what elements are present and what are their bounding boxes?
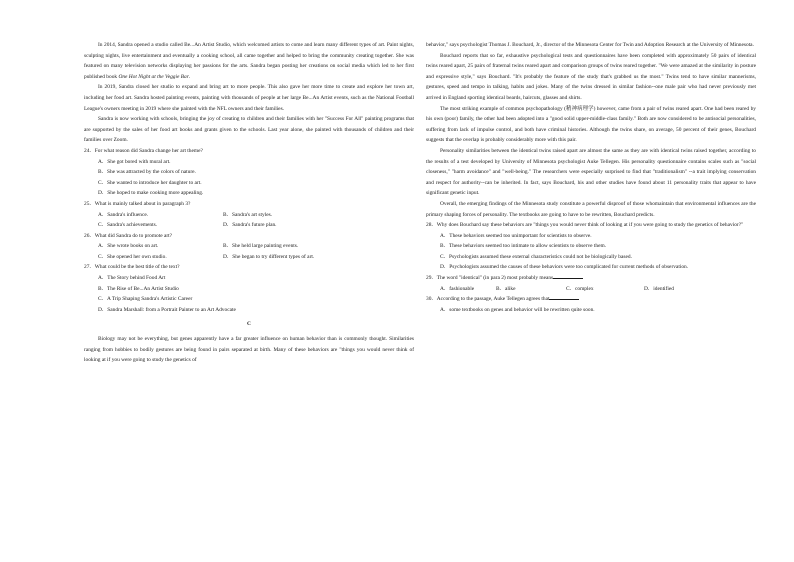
question-24: 24．For what reason did Sandra change her art theme? [84, 147, 203, 154]
passage-paragraph: Biology may not be everything, but genes apparently have a far greater influence on human behavior than is commonly thought. Similarities ranging from hobbies to bodily gestures are being found in pairs separated at birth. Many of these behaviors are "things you would never think of looking at if you were going to study the genetics of [84, 336, 414, 364]
option-25-d: D．Sandra's future plan. [223, 222, 277, 229]
option-26-c: C．She opened her own studio. [98, 253, 167, 260]
option-29-c: C．complex [566, 285, 594, 292]
option-29-b: B．alike [496, 285, 516, 292]
option-25-c: C．Sandra's achievements. [98, 222, 158, 229]
option-27-b: B．The Rise of Be...An Artist Studio [98, 285, 179, 292]
option-26-b: B．She held large painting events. [223, 243, 299, 250]
passage-paragraph: Bouchard reports that so far, exhaustive psychological tests and questionnaires have been completed with approximately 50 pairs of identical twins reared apart, 25 pairs of fraternal twins reared apart and comparison groups of twins reared together. "We were amazed at the similarity in posture and expressive style," says Bouchard. "It's probably the feature of the study that's grabbed us the most." Twins tend to have similar mannerisms, gestures, speed and tempo in talking, habits and jokes. Many of the twins dressed in similar fashion--one male pair who had never previously met arrived in England sporting identical beards, haircuts, glasses and shirts. [426, 52, 756, 101]
option-24-d: D．She hoped to make cooking more appealing. [98, 190, 204, 197]
options-row [84, 252, 414, 263]
option-28-a: A．These behaviors seemed too unimportant for scientists to observe. [440, 232, 592, 239]
options-row [84, 220, 414, 231]
question-30: 30．According to the passage, Auke Tellegen agrees that [426, 294, 756, 305]
option-27-d: D．Sandra Marshall: from a Portrait Painter to an Art Advocate [98, 306, 236, 313]
option-29-a: A．fashionable [440, 285, 475, 292]
option-26-a: A．She wrote books on art. [98, 243, 159, 250]
question-26: 26．What did Sandra do to promote art? [84, 232, 173, 239]
option-24-c: C．She wanted to introduce her daughter to art. [98, 179, 202, 186]
passage-paragraph: In 2014, Sandra opened a studio called Be...An Artist Studio, which welcomed artists to come and learn many different types of art. Paint nights, sculpting nights, live entertainment and eventually a cooking school, all came together and helped to bring the community creating together. She was featured on many television networks displaying her passions for the arts. Sandra began posting her creations on social media which led to her first published book One Hot Night at the Veggie Bar. [84, 42, 414, 80]
option-26-d: D．She began to try different types of art. [223, 253, 315, 260]
question-25: 25．What is mainly talked about in paragraph 3? [84, 200, 191, 207]
option-24-b: B．She was attracted by the colors of nature. [98, 169, 196, 176]
passage-paragraph: In 2019, Sandra closed her studio to expand and bring art to more people. This also gave her more time to create and explore her town art, including her food art. Sandra hosted painting events, painting with thousands of people at her large Be...An Artist events, such as the National Football League's owners meeting in 2019 where she painted with the NFL owners and their families. [84, 84, 414, 112]
book-title: One Hot Night at the Veggie Bar [118, 73, 189, 80]
passage-paragraph: The most striking example of common psychopathology (精神病理学) however, came from a pair of twins reared apart. One had been reared by his own (poor) family, the other had been adopted into a "good solid upper-middle-class family." Both are now considered to be antisocial personalities, suffering from lack of impulse control, and both have criminal histories. Although the twins share, on average, 50 percent of their genes, Bouchard suggests that the overlap is probably considerably more with this pair. [426, 105, 756, 144]
answer-blank [549, 294, 579, 300]
question-29: 29．The word "identical" (in para 2) most probably means [426, 273, 756, 284]
question-27: 27．What could be the best title of the text? [84, 264, 180, 271]
options-row [84, 210, 414, 221]
right-column [426, 40, 756, 315]
answer-blank [553, 273, 583, 279]
passage-paragraph: behavior," says psychologist Thomas J. Bouchard, Jr., director of the Minnesota Center for Twin and Adoption Research at the University of Minnesota. [426, 42, 754, 48]
options-row [426, 284, 756, 295]
option-25-b: B．Sandra's art styles. [223, 211, 273, 218]
option-25-a: A．Sandra's influence. [98, 211, 149, 218]
option-29-d: D．identified [644, 285, 674, 292]
option-24-a: A．She got bored with mural art. [98, 158, 171, 165]
option-28-b: B．These behaviors seemed too intimate to allow scientists to observe them. [440, 243, 607, 250]
passage-paragraph: Sandra is now working with schools, bringing the joy of creating to children and their families with her "Success For All" painting programs that are supported by the sales of her food art books and grants given to the schools. Last year alone, she painted with thousands of children and their families over Zoom. [84, 116, 414, 144]
left-column [84, 40, 414, 366]
passage-paragraph: Personality similarities between the identical twins raised apart are almost the same as they are with identical twins raised together, according to the results of a test developed by University of Minnesota psychologist Auke Tellegen. His personality questionnaire contains scales such as "social closeness," "harm avoidance" and "well-being." The researchers were especially surprised to find that "traditionalism" --a trait implying conservation and respect for authority--can be inherited. In fact, says Bouchard, his and other studies have found about 11 personality traits that appear to have significant genetic input. [426, 147, 756, 197]
question-28: 28．Why does Bouchard say these behaviors are "things you would never think of looking at if you were going to study the genetics of behavior?" [426, 222, 744, 229]
option-28-d: D．Psychologists assumed the causes of these behaviors were too complicated for current methods of observation. [440, 264, 689, 271]
passage-paragraph: Overall, the emerging findings of the Minnesota study constitute a powerful disproof of those whomaintain that environmental influences are the primary shaping forces of personality. The textbooks are going to have to be rewritten, Bouchard predicts. [426, 200, 756, 218]
options-row [84, 241, 414, 252]
section-heading-c: C [247, 321, 251, 328]
option-27-c: C．A Trip Shaping Sandra's Artistic Career [98, 296, 193, 303]
option-30-a: A．some textbooks on genes and behavior will be rewritten quite soon. [440, 306, 595, 313]
option-28-c: C．Psychologists assumed these external characteristics could not be biologically based. [440, 253, 632, 260]
option-27-a: A．The Story behind Food Art [98, 275, 166, 282]
